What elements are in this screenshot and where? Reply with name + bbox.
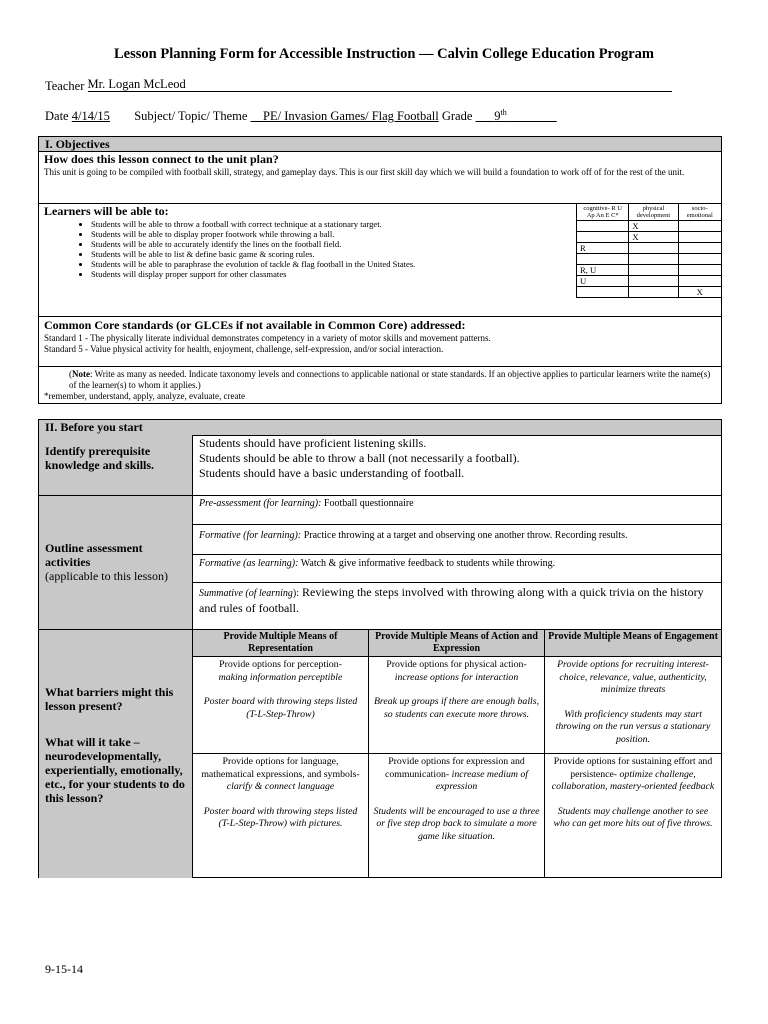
- udl-r1-act-option: Provide options for physical action-: [386, 659, 527, 670]
- assessment-label-cell: [39, 496, 193, 630]
- common-core-label: Common Core standards (or GLCEs if not available in Common Core) addressed:: [44, 318, 466, 332]
- unit-connection-block: [39, 152, 721, 204]
- formative-as-text: Watch & give informative feedback to students while throwing.: [298, 558, 556, 569]
- teacher-label: Teacher: [45, 79, 85, 93]
- taxonomy-row: [577, 265, 722, 276]
- grade-label: Grade: [441, 109, 473, 124]
- objective-item: • Students will be able to throw a football with correct technique at a stationary target.: [91, 219, 575, 229]
- barriers-label-cell: [39, 630, 193, 878]
- grade-number: 9: [494, 109, 501, 124]
- udl-r2-rep-plan: Poster board with throwing steps listed (T-L-Step-Throw) with pictures.: [203, 805, 358, 829]
- subject-label: Subject/ Topic/ Theme: [134, 109, 248, 124]
- tax-physical-cell[interactable]: [629, 276, 678, 287]
- udl-r2-engagement: [545, 754, 721, 878]
- teacher-field[interactable]: [88, 79, 672, 92]
- taxonomy-row: [577, 243, 722, 254]
- objective-item: • Students will display proper support for other classmates: [91, 269, 575, 279]
- udl-r2-act-plan: Students will be encouraged to use a three or five step drop back to simulate a more game like situation.: [373, 805, 540, 842]
- pre-assessment-text: Football questionnaire: [321, 498, 414, 509]
- formative-for-text: Practice throwing at a target and observing one another throw. Recording results.: [301, 530, 628, 541]
- grade-value[interactable]: [476, 109, 557, 123]
- summative-text: Reviewing the steps involved with throwing along with a quick trivia on the history and rules of football.: [199, 585, 704, 615]
- tax-physical-cell[interactable]: [629, 265, 678, 276]
- udl-r2-act-goal: increase medium of expression: [435, 768, 529, 792]
- formative-for-cell: [193, 525, 721, 555]
- unit-connection-text: This unit is going to be compiled with football skill, strategy, and gameplay days. This is our first skill day which we will build a foundation to work off of for the rest of the unit.: [44, 167, 685, 177]
- tax-cognitive-cell[interactable]: [577, 232, 629, 243]
- objective-item: • Students will be able to display proper footwork while throwing a ball.: [91, 229, 575, 239]
- prereq-line-3: Students should have a basic understanding of football.: [199, 466, 465, 480]
- tax-socio-cell[interactable]: [678, 232, 722, 243]
- tax-header-socio: socio- emotional: [678, 204, 722, 221]
- date-label: Date: [45, 109, 69, 124]
- standard-1: Standard 1 - The physically literate individual demonstrates competency in a variety of motor skills and movement patterns.: [44, 333, 491, 343]
- objective-item: • Students will be able to list & define basic game & scoring rules.: [91, 249, 575, 259]
- note-text: : Write as many as needed. Indicate taxonomy levels and connections to applicable national or state standards. If an objective applies to particular learners write the name(s) of the learner(s) to whom it applies.): [69, 369, 711, 390]
- what-will-it-take-question: What will it take – neurodevelopmentally, experientially, emotionally, etc., for your students to do this lesson?: [45, 735, 185, 805]
- learners-label: Learners will be able to:: [44, 204, 169, 218]
- taxonomy-table: [576, 203, 722, 298]
- pre-assessment-label: Pre-assessment (for learning):: [199, 498, 322, 509]
- objective-item: • Students will be able to accurately identify the lines on the football field.: [91, 239, 575, 249]
- taxonomy-row: [577, 276, 722, 287]
- tax-socio-cell[interactable]: [678, 243, 722, 254]
- udl-header-engagement: Provide Multiple Means of Engagement: [545, 630, 721, 657]
- tax-socio-cell[interactable]: [678, 276, 722, 287]
- teacher-name: Mr. Logan McLeod: [87, 77, 186, 91]
- prereq-label: Identify prerequisite knowledge and skills.: [45, 444, 155, 472]
- objectives-header: I. Objectives: [39, 137, 721, 152]
- pre-assessment-cell: [193, 496, 721, 525]
- udl-r2-eng-goal: optimize challenge, collaboration, mastery-oriented feedback: [551, 768, 715, 792]
- note-block: [39, 366, 721, 391]
- tax-cognitive-cell[interactable]: [577, 254, 629, 265]
- udl-r1-rep-goal: making information perceptible: [218, 671, 343, 683]
- tax-cognitive-cell[interactable]: [577, 287, 629, 298]
- tax-physical-cell[interactable]: X: [629, 232, 678, 243]
- tax-cognitive-cell[interactable]: R: [577, 243, 629, 254]
- taxonomy-row: [577, 287, 722, 298]
- note-bold: Note: [72, 369, 90, 379]
- tax-cognitive-cell[interactable]: [577, 221, 629, 232]
- udl-r1-representation: [193, 657, 369, 754]
- prereq-content: [193, 435, 721, 496]
- udl-r2-representation: [193, 754, 369, 878]
- taxonomy-key: *remember, understand, apply, analyze, evaluate, create: [44, 391, 245, 401]
- udl-header-representation: Provide Multiple Means of Representation: [193, 630, 369, 657]
- udl-r2-eng-plan: Students may challenge another to see who can get more hits out of five throws.: [553, 805, 713, 829]
- assessment-sublabel: (applicable to this lesson): [45, 569, 168, 583]
- form-title: Lesson Planning Form for Accessible Instruction — Calvin College Education Program: [114, 46, 654, 62]
- udl-r2-act-option: Provide options for expression and communication-: [384, 756, 525, 780]
- prereq-label-cell: [39, 435, 193, 496]
- udl-r1-rep-plan: Poster board with throwing steps listed (T-L-Step-Throw): [203, 696, 358, 720]
- taxonomy-row: [577, 232, 722, 243]
- objective-item: • Students will be able to paraphrase the evolution of tackle & flag football in the United States.: [91, 259, 575, 269]
- udl-r2-eng-option: Provide options for sustaining effort and persistence-: [553, 756, 713, 780]
- tax-socio-cell[interactable]: X: [678, 287, 722, 298]
- objectives-section: [38, 136, 722, 404]
- teacher-row: [45, 79, 672, 94]
- date-value[interactable]: 4/14/15: [71, 109, 110, 124]
- udl-r1-act-plan: Break up groups if there are enough balls, so students can execute more throws.: [373, 696, 540, 720]
- tax-header-physical: physical development: [629, 204, 678, 221]
- common-core-block: [39, 316, 721, 356]
- taxonomy-row: [577, 254, 722, 265]
- standard-5: Standard 5 - Value physical activity for health, enjoyment, challenge, self-expression, and/or social interaction.: [44, 344, 444, 354]
- summative-paren: ):: [292, 588, 299, 599]
- assessment-label: Outline assessment activities: [45, 541, 143, 569]
- tax-cognitive-cell[interactable]: U: [577, 276, 629, 287]
- tax-header-cognitive: cognitive- R U Ap An E C*: [577, 204, 629, 221]
- subject-value[interactable]: [251, 109, 439, 123]
- before-you-start-section: [38, 419, 722, 878]
- udl-header-action: Provide Multiple Means of Action and Expression: [369, 630, 545, 657]
- tax-physical-cell[interactable]: [629, 287, 678, 298]
- udl-r1-rep-option: Provide options for perception-: [219, 659, 342, 670]
- barriers-question: What barriers might this lesson present?: [45, 685, 174, 713]
- udl-r1-eng-option: Provide options for recruiting interest- choice, relevance, value, authenticity, minimize threats: [557, 659, 709, 695]
- date-row: [45, 108, 557, 124]
- tax-physical-cell[interactable]: [629, 254, 678, 265]
- tax-physical-cell[interactable]: [629, 243, 678, 254]
- formative-as-cell: [193, 555, 721, 583]
- udl-r2-rep-option: Provide options for language, mathematical expressions, and symbols-: [201, 756, 360, 780]
- taxonomy-row: [577, 221, 722, 232]
- udl-r2-action: [369, 754, 545, 878]
- objectives-list: [39, 219, 575, 279]
- before-header: II. Before you start: [39, 420, 721, 436]
- note-paren: (: [69, 369, 72, 379]
- summative-label: Summative (of learning: [199, 588, 293, 599]
- tax-physical-cell[interactable]: X: [629, 221, 678, 232]
- tax-socio-cell[interactable]: [678, 265, 722, 276]
- prereq-line-1: Students should have proficient listening skills.: [199, 436, 427, 450]
- udl-r1-engagement: [545, 657, 721, 754]
- summative-cell: [193, 583, 721, 630]
- footer-date: 9-15-14: [45, 962, 83, 976]
- subject-text: PE/ Invasion Games/ Flag Football: [263, 109, 439, 124]
- tax-cognitive-cell[interactable]: R, U: [577, 265, 629, 276]
- tax-socio-cell[interactable]: [678, 221, 722, 232]
- grade-suffix: th: [500, 108, 507, 117]
- tax-socio-cell[interactable]: [678, 254, 722, 265]
- udl-r1-act-goal: increase options for interaction: [394, 671, 519, 683]
- udl-r2-rep-goal: clarify & connect language: [226, 781, 335, 792]
- formative-as-label: Formative (as learning):: [199, 558, 299, 569]
- udl-r1-action: [369, 657, 545, 754]
- formative-for-label: Formative (for learning):: [199, 530, 302, 541]
- unit-connection-question: How does this lesson connect to the unit plan?: [44, 152, 279, 166]
- prereq-line-2: Students should be able to throw a ball (not necessarily a football).: [199, 451, 520, 465]
- udl-r1-eng-plan: With proficiency students may start throwing on the run versus a stationary position.: [555, 708, 711, 745]
